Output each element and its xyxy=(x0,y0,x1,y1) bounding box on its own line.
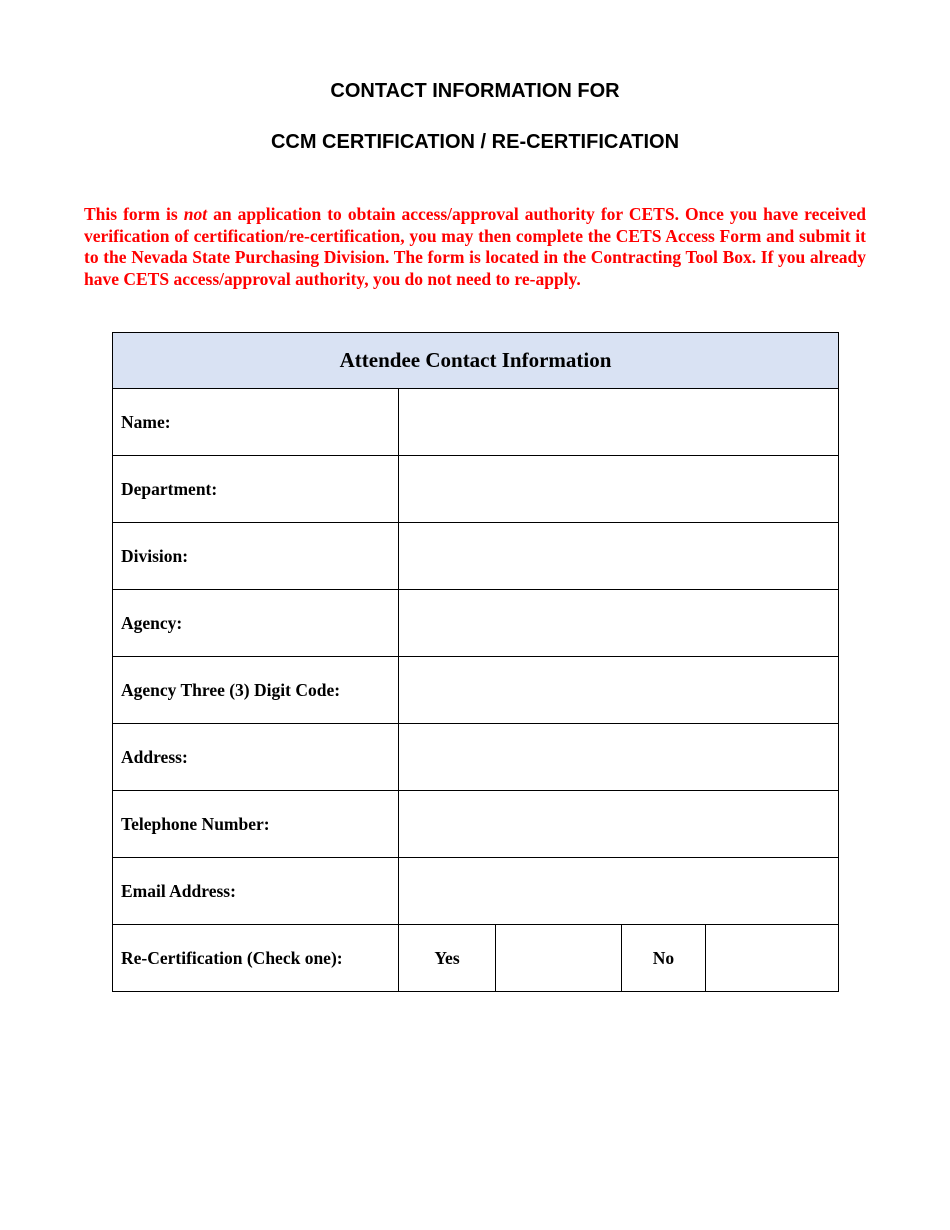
table-row xyxy=(113,523,839,590)
form-title-line2: CCM CERTIFICATION / RE-CERTIFICATION xyxy=(270,131,680,153)
recertification-no-checkbox[interactable] xyxy=(706,925,839,992)
recertification-label: Re-Certification (Check one): xyxy=(113,925,399,992)
form-title-line1: CONTACT INFORMATION FOR xyxy=(330,80,620,102)
recertification-no-label: No xyxy=(622,925,706,992)
table-header: Attendee Contact Information xyxy=(113,333,839,389)
address-label: Address: xyxy=(113,724,399,791)
name-label: Name: xyxy=(113,389,399,456)
notice-text-after: an application to obtain access/approval authority for CETS. Once you have received verification of certification/re-certification, you may then complete the CETS Access Form and submit it to the Nevada State Purchasing Division. The form is located in the Contracting Tool Box. If you already have CETS access/approval authority, you do not need to re-apply. xyxy=(84,204,866,289)
notice-text-before: This form is xyxy=(84,204,184,224)
department-field[interactable] xyxy=(399,456,839,523)
notice-paragraph xyxy=(84,204,866,290)
table-row xyxy=(113,791,839,858)
table-row xyxy=(113,657,839,724)
table-row xyxy=(113,925,839,992)
division-label: Division: xyxy=(113,523,399,590)
division-field[interactable] xyxy=(399,523,839,590)
agency-field[interactable] xyxy=(399,590,839,657)
agency-code-field[interactable] xyxy=(399,657,839,724)
name-field[interactable] xyxy=(399,389,839,456)
table-row xyxy=(113,456,839,523)
table-row xyxy=(113,724,839,791)
table-row xyxy=(113,389,839,456)
telephone-label: Telephone Number: xyxy=(113,791,399,858)
table-row xyxy=(113,590,839,657)
department-label: Department: xyxy=(113,456,399,523)
telephone-field[interactable] xyxy=(399,791,839,858)
agency-code-label: Agency Three (3) Digit Code: xyxy=(113,657,399,724)
agency-label: Agency: xyxy=(113,590,399,657)
email-field[interactable] xyxy=(399,858,839,925)
email-label: Email Address: xyxy=(113,858,399,925)
recertification-yes-checkbox[interactable] xyxy=(496,925,622,992)
attendee-contact-table xyxy=(112,332,839,992)
table-row xyxy=(113,858,839,925)
notice-emphasis: not xyxy=(183,204,208,224)
recertification-yes-label: Yes xyxy=(399,925,496,992)
address-field[interactable] xyxy=(399,724,839,791)
